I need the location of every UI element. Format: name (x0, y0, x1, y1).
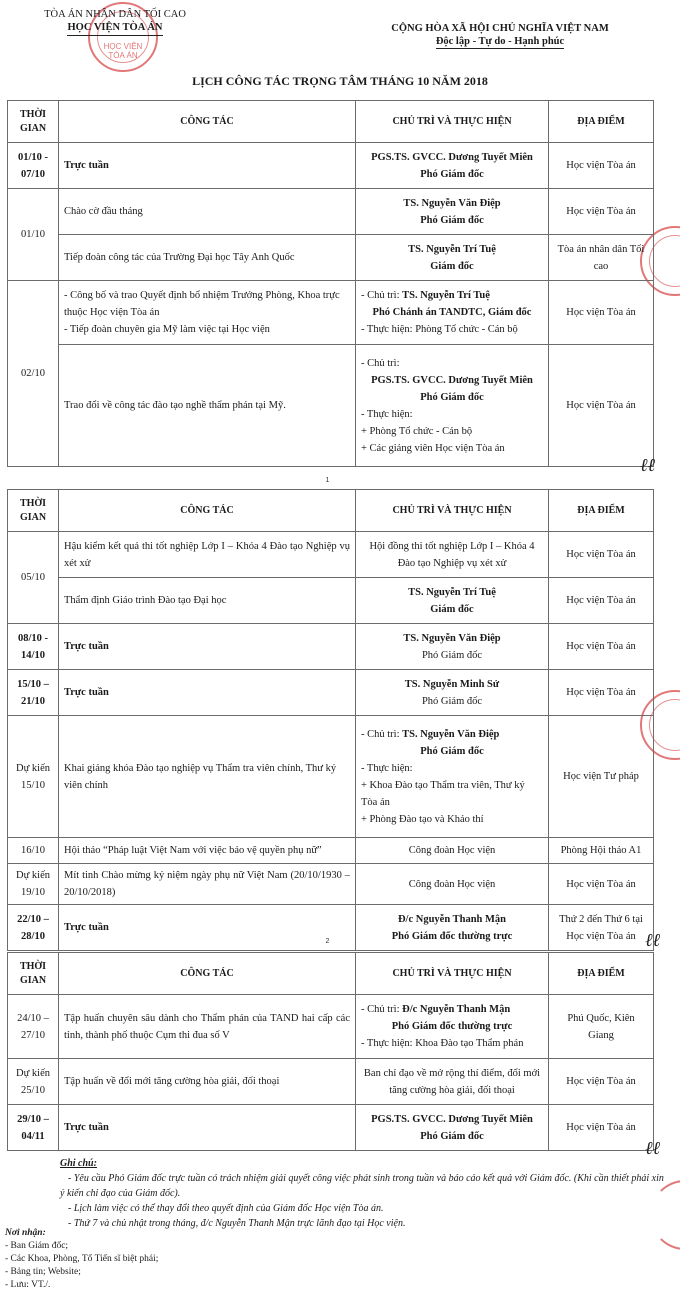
col-header-lead: CHỦ TRÌ VÀ THỰC HIỆN (356, 953, 549, 995)
lead-exec-item: + Các giảng viên Học viện Tòa án (361, 442, 505, 454)
col-header-place: ĐỊA ĐIỂM (549, 101, 654, 143)
lead-cell (356, 670, 549, 716)
document-title: LỊCH CÔNG TÁC TRỌNG TÂM THÁNG 10 NĂM 2018 (192, 74, 488, 88)
time-cell: 02/10 (8, 281, 59, 467)
task-cell: Thẩm định Giáo trình Đào tạo Đại học (59, 578, 356, 624)
lead-cell: Công đoàn Học viện (356, 864, 549, 905)
place-cell: Học viện Tư pháp (549, 716, 654, 838)
table-row (8, 624, 654, 670)
place-cell: Học viện Tòa án (549, 1059, 654, 1105)
place-cell: Học viện Tòa án (549, 1105, 654, 1151)
table-row (8, 578, 654, 624)
lead-cell: Hội đồng thi tốt nghiệp Lớp I – Khóa 4 Đào tạo Nghiệp vụ xét xử (356, 532, 549, 578)
lead-name: TS. Nguyễn Trí Tuệ (408, 243, 496, 255)
issuing-org (40, 8, 190, 36)
time-cell: 05/10 (8, 532, 59, 624)
lead-title: Phó Giám đốc (420, 391, 484, 403)
lead-name: TS. Nguyễn Minh Sử (404, 678, 500, 690)
org-name: HỌC VIỆN TÒA ÁN (67, 21, 162, 36)
task-cell: Chào cờ đầu tháng (59, 189, 356, 235)
place-cell: Phú Quốc, Kiên Giang (549, 995, 654, 1059)
task-cell: Tiếp đoàn công tác của Trường Đại học Tây Anh Quốc (59, 235, 356, 281)
lead-name: Đ/c Nguyễn Thanh Mận (397, 913, 507, 925)
time-cell: Dự kiến 15/10 (8, 716, 59, 838)
lead-name: TS. Nguyễn Văn Điệp (403, 197, 501, 209)
country-name: CỘNG HÒA XÃ HỘI CHỦ NGHĨA VIỆT NAM (391, 23, 609, 34)
col-header-task: CÔNG TÁC (59, 490, 356, 532)
national-motto: Độc lập - Tự do - Hạnh phúc (435, 36, 565, 47)
recipients-section (5, 1227, 158, 1292)
task-cell: Trực tuần (59, 670, 356, 716)
lead-cell (356, 716, 549, 838)
lead-cell (356, 624, 549, 670)
lead-title: Phó Giám đốc thường trực (391, 930, 513, 942)
task-cell: Hậu kiểm kết quả thi tốt nghiệp Lớp I – Khóa 4 Đào tạo Nghiệp vụ xét xử (59, 532, 356, 578)
lead-name: TS. Nguyễn Văn Điệp (402, 728, 500, 740)
table-row (8, 995, 654, 1059)
table-row (8, 281, 654, 345)
time-cell: 01/10 - 07/10 (8, 143, 59, 189)
lead-cell (356, 1105, 549, 1151)
table-row (8, 189, 654, 235)
place-cell: Học viện Tòa án (549, 532, 654, 578)
national-header (350, 22, 650, 49)
lead-title: Giám đốc (430, 603, 474, 615)
schedule-table-3 (7, 952, 654, 1151)
time-cell: 15/10 – 21/10 (8, 670, 59, 716)
col-header-time: THỜI GIAN (8, 490, 59, 532)
signature-initials: ℓℓ (645, 930, 660, 951)
lead-title: Phó Giám đốc (420, 168, 484, 180)
task-cell: Trực tuần (59, 1105, 356, 1151)
col-header-lead: CHỦ TRÌ VÀ THỰC HIỆN (356, 490, 549, 532)
table-row (8, 345, 654, 467)
time-cell: Dự kiến 25/10 (8, 1059, 59, 1105)
org-parent: TÒA ÁN NHÂN DÂN TỐI CAO (44, 9, 186, 20)
table-row (8, 235, 654, 281)
col-header-place: ĐỊA ĐIỂM (549, 953, 654, 995)
recipient-item: - Bảng tin; Website; (5, 1267, 81, 1277)
lead-title: Phó Chánh án TANDTC, Giám đốc (372, 307, 532, 318)
lead-title: Phó Giám đốc (421, 695, 483, 707)
lead-title: Phó Giám đốc (420, 745, 484, 757)
lead-exec: - Thực hiện: Khoa Đào tạo Thẩm phán (361, 1038, 524, 1049)
lead-name: TS. Nguyễn Văn Điệp (403, 632, 501, 644)
schedule-table-1 (7, 100, 654, 467)
col-header-time: THỜI GIAN (8, 953, 59, 995)
lead-prefix: - Chủ trì: (361, 357, 400, 369)
note-item: - Yêu cầu Phó Giám đốc trực tuần có trách nhiệm giải quyết công việc phát sinh trong tuần và báo cáo kết quả với Giám đốc. (Khi cần thiết phải xin ý kiến chỉ đạo của Giám đốc). (60, 1173, 664, 1199)
place-cell: Học viện Tòa án (549, 670, 654, 716)
table-header-row (8, 101, 654, 143)
lead-cell (356, 281, 549, 345)
note-item: - Lịch làm việc có thể thay đổi theo quyết định của Giám đốc Học viện Tòa án. (68, 1203, 384, 1214)
recipients-title: Nơi nhận: (5, 1228, 46, 1238)
task-item: - Công bố và trao Quyết định bổ nhiệm Trưởng Phòng, Khoa trực thuộc Học viện Tòa án (64, 290, 340, 318)
col-header-task: CÔNG TÁC (59, 101, 356, 143)
table-header-row (8, 953, 654, 995)
place-cell: Học viện Tòa án (549, 281, 654, 345)
page-number: 1 (325, 477, 330, 484)
recipient-item: - Ban Giám đốc; (5, 1241, 69, 1251)
notes-title: Ghi chú: (60, 1158, 97, 1169)
table-row (8, 532, 654, 578)
time-cell: 29/10 – 04/11 (8, 1105, 59, 1151)
lead-cell (356, 345, 549, 467)
lead-exec-item: + Phòng Tổ chức - Cán bộ (361, 425, 473, 437)
lead-name: PGS.TS. GVCC. Dương Tuyết Miên (371, 374, 533, 386)
lead-cell (356, 235, 549, 281)
task-cell: Trực tuần (59, 905, 356, 951)
place-cell: Học viện Tòa án (549, 624, 654, 670)
lead-prefix: - Chủ trì: (361, 290, 403, 301)
lead-title: Phó Giám đốc (421, 649, 483, 661)
lead-cell (356, 143, 549, 189)
task-cell: Trực tuần (59, 624, 356, 670)
lead-name: Đ/c Nguyễn Thanh Mận (402, 1004, 511, 1015)
notes-section (60, 1156, 670, 1231)
table-row (8, 670, 654, 716)
lead-cell: Ban chỉ đạo về mở rộng thí điểm, đổi mới tăng cường hòa giải, đối thoại (356, 1059, 549, 1105)
lead-prefix: - Chủ trì: (361, 1004, 403, 1015)
lead-cell (356, 189, 549, 235)
col-header-task: CÔNG TÁC (59, 953, 356, 995)
lead-exec: - Thực hiện: (361, 762, 413, 774)
note-item: - Thứ 7 và chủ nhật trong tháng, đ/c Nguyễn Thanh Mận trực lãnh đạo tại Học viện. (68, 1218, 406, 1229)
lead-prefix: - Chủ trì: (361, 728, 403, 740)
task-cell: Khai giảng khóa Đào tạo nghiệp vụ Thẩm tra viên chính, Thư ký viên chính (59, 716, 356, 838)
task-item: - Tiếp đoàn chuyên gia Mỹ làm việc tại Học viện (64, 324, 270, 335)
lead-title: Phó Giám đốc (420, 1130, 484, 1142)
table-row (8, 143, 654, 189)
signature-initials: ℓℓ (640, 455, 655, 476)
col-header-place: ĐỊA ĐIỂM (549, 490, 654, 532)
lead-name: PGS.TS. GVCC. Dương Tuyết Miên (371, 151, 533, 163)
time-cell: 16/10 (8, 838, 59, 864)
time-cell: 24/10 – 27/10 (8, 995, 59, 1059)
signature-initials: ℓℓ (645, 1138, 660, 1159)
place-cell: Học viện Tòa án (549, 578, 654, 624)
page-number: 2 (325, 938, 330, 945)
lead-cell: Công đoàn Học viện (356, 838, 549, 864)
table-header-row (8, 490, 654, 532)
place-cell: Học viện Tòa án (549, 864, 654, 905)
lead-name: TS. Nguyễn Trí Tuệ (402, 290, 490, 301)
lead-cell (356, 995, 549, 1059)
lead-title: Phó Giám đốc thường trực (391, 1021, 513, 1032)
task-cell: Trực tuần (59, 143, 356, 189)
place-cell: Học viện Tòa án (549, 189, 654, 235)
lead-exec: - Thực hiện: (361, 408, 413, 420)
table-row (8, 1059, 654, 1105)
seal-text: HỌC VIỆN TÒA ÁN (103, 42, 143, 60)
table-row (8, 1105, 654, 1151)
place-cell: Thứ 2 đến Thứ 6 tại Học viện Tòa án (549, 905, 654, 951)
schedule-table-2 (7, 489, 654, 951)
place-cell: Phòng Hội thảo A1 (549, 838, 654, 864)
recipient-item: - Lưu: VT./. (5, 1280, 51, 1290)
lead-title: Giám đốc (430, 260, 474, 272)
task-cell: Trao đổi về công tác đào tạo nghề thẩm phán tại Mỹ. (59, 345, 356, 467)
lead-exec-item: + Phòng Đào tạo và Khảo thí (361, 813, 484, 825)
task-cell: Tập huấn về đổi mới tăng cường hòa giải, đối thoại (59, 1059, 356, 1105)
place-cell: Tòa án nhân dân Tối cao (549, 235, 654, 281)
col-header-lead: CHỦ TRÌ VÀ THỰC HIỆN (356, 101, 549, 143)
place-cell: Học viện Tòa án (549, 143, 654, 189)
lead-exec-item: + Khoa Đào tạo Thẩm tra viên, Thư ký Tòa án (361, 779, 525, 808)
table-row (8, 864, 654, 905)
task-cell: Tập huấn chuyên sâu dành cho Thẩm phán của TAND hai cấp các tỉnh, thành phố thuộc Cụm thi đua số V (59, 995, 356, 1059)
place-cell: Học viện Tòa án (549, 345, 654, 467)
time-cell: 22/10 – 28/10 (8, 905, 59, 951)
recipient-item: - Các Khoa, Phòng, Tổ Tiến sĩ biệt phái; (5, 1254, 159, 1264)
task-cell (59, 281, 356, 345)
time-cell: 01/10 (8, 189, 59, 281)
col-header-time: THỜI GIAN (8, 101, 59, 143)
task-cell: Hội thảo “Pháp luật Việt Nam với việc bảo vệ quyền phụ nữ” (59, 838, 356, 864)
lead-exec: - Thực hiện: Phòng Tổ chức - Cán bộ (361, 324, 518, 335)
lead-name: TS. Nguyễn Trí Tuệ (408, 586, 496, 598)
task-cell: Mít tinh Chào mừng kỷ niệm ngày phụ nữ Việt Nam (20/10/1930 – 20/10/2018) (59, 864, 356, 905)
time-cell: 08/10 - 14/10 (8, 624, 59, 670)
lead-name: PGS.TS. GVCC. Dương Tuyết Miên (371, 1113, 533, 1125)
time-cell: Dự kiến 19/10 (8, 864, 59, 905)
table-row (8, 716, 654, 838)
lead-cell (356, 578, 549, 624)
table-row (8, 838, 654, 864)
lead-title: Phó Giám đốc (420, 214, 484, 226)
